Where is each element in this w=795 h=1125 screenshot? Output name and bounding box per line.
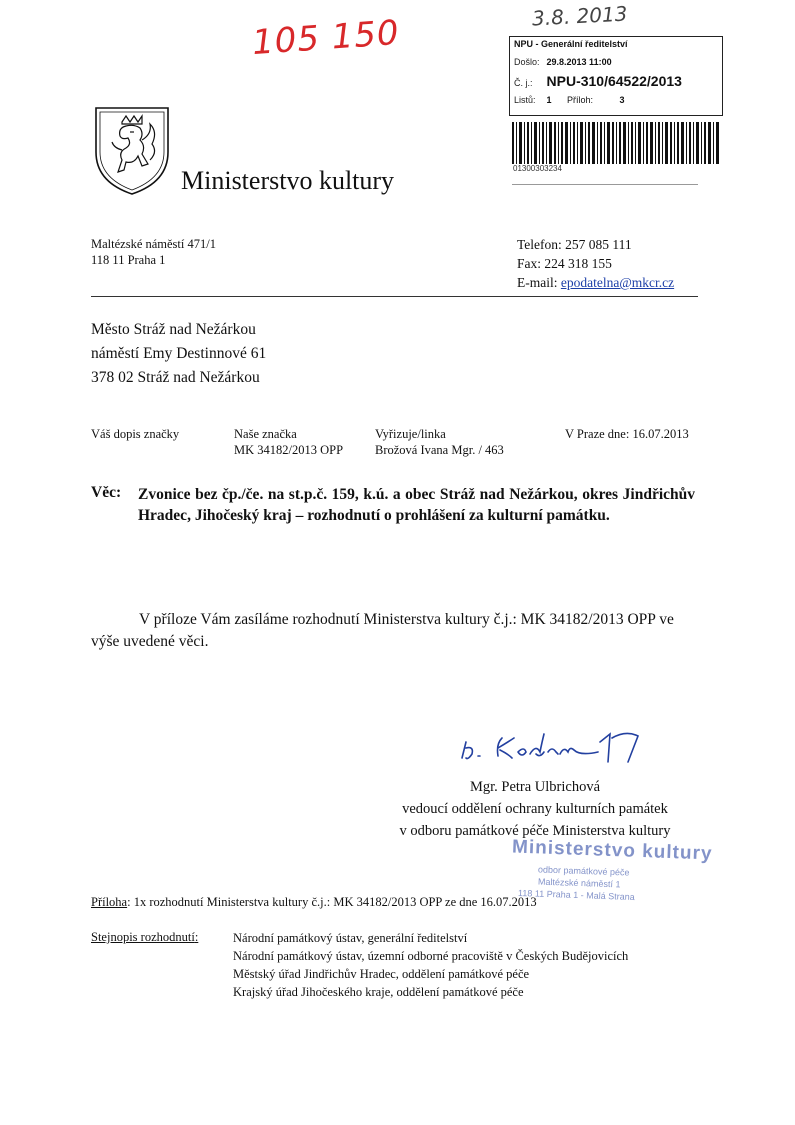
stamp-ref-label: Č. j.: [514,78,533,88]
signature-block [380,776,690,842]
stamp-sheets-label: Listů: [514,95,536,105]
barcode-number: 01300303234 [513,164,562,173]
copies-label-text: Stejnopis rozhodnutí [91,930,195,944]
attachment-text: : 1x rozhodnutí Ministerstva kultury č.j.: MK 34182/2013 OPP ze dne 16.07.2013 [127,895,537,909]
copies-item: Městský úřad Jindřichův Hradec, oddělení památkové péče [233,967,530,981]
address-line-1: Maltézské náměstí 471/1 [91,237,216,251]
handler-value: Brožová Ivana Mgr. / 463 [375,443,504,457]
ministry-stamp-line-3: 118 11 Praha 1 - Malá Strana [517,887,635,903]
handler-label: Vyřizuje/linka [375,427,446,441]
handler [375,426,504,458]
subject-label: Věc: [91,484,122,501]
stamp-ref-value: NPU-310/64522/2013 [546,73,682,89]
subject-text: Zvonice bez čp./če. na st.p.č. 159, k.ú. a obec Stráž nad Nežárkou, okres Jindřichův Hradec, Jihočeský kraj – rozhodnutí o prohlášení za kulturní památku. [138,486,695,524]
recipient-line-2: náměstí Emy Destinnové 61 [91,345,267,362]
phone: Telefon: 257 085 111 [517,237,632,252]
attachment-label: Příloha [91,895,128,909]
attachment-line [91,894,537,910]
copies-list [233,929,628,1001]
signatory-name: Mgr. Petra Ulbrichová [469,779,601,795]
handwritten-registration-number: 105 150 [250,12,401,64]
stamp-title: NPU - Generální ředitelství [514,39,628,49]
handwritten-signature [460,722,650,770]
our-ref [234,426,343,458]
handwritten-date: 3.8. 2013 [531,1,628,31]
ministry-stamp-main: Ministerstvo kultury [511,836,713,865]
ministry-name: Ministerstvo kultury [181,166,395,195]
copies-item: Krajský úřad Jihočeského kraje, oddělení památkové péče [233,985,524,999]
recipient-line-3: 378 02 Stráž nad Nežárkou [91,369,260,386]
registry-stamp [509,36,723,116]
email-label: E-mail: [517,275,558,290]
stamp-received-value: 29.8.2013 11:00 [546,57,612,67]
czech-lion-emblem-icon [92,104,172,196]
email-row [517,273,674,292]
barcode-divider [512,184,698,185]
signatory-title-1: vedoucí oddělení ochrany kulturních památek [402,801,668,817]
letter-date: V Praze dne: 16.07.2013 [565,427,689,441]
body-paragraph: V příloze Vám zasíláme rozhodnutí Ministerstva kultury č.j.: MK 34182/2013 OPP ve výše uvedené věci. [91,611,674,650]
copies-label: Stejnopis rozhodnutí: [91,930,199,944]
copies-item: Národní památkový ústav, generální ředitelství [233,931,468,945]
stamp-attachments-label: Příloh: [567,95,594,105]
letterhead-address [91,236,216,268]
our-ref-label: Naše značka [234,427,297,441]
header-divider [91,296,698,297]
signatory-title-2: v odboru památkové péče Ministerstva kultury [399,823,671,839]
our-ref-value: MK 34182/2013 OPP [234,443,344,457]
body-paragraph-container [91,609,697,653]
recipient-address [91,318,266,390]
stamp-attachments-value: 3 [619,95,625,105]
ministry-stamp-line-1: odbor památkové péče [537,864,630,878]
stamp-sheets-value: 1 [546,95,552,105]
recipient-line-1: Město Stráž nad Nežárkou [91,321,256,338]
ministry-stamp-line-2: Maltézské náměstí 1 [537,876,621,890]
your-ref-label: Váš dopis značky [91,427,180,441]
stamp-received-label: Došlo: [514,57,540,67]
fax: Fax: 224 318 155 [517,256,612,271]
email-link[interactable]: epodatelna@mkcr.cz [560,275,675,290]
address-line-2: 118 11 Praha 1 [91,253,166,267]
copies-item: Národní památkový ústav, územní odborné pracoviště v Českých Budějovicích [233,949,629,963]
letterhead-contact [517,235,674,292]
barcode [512,122,720,164]
